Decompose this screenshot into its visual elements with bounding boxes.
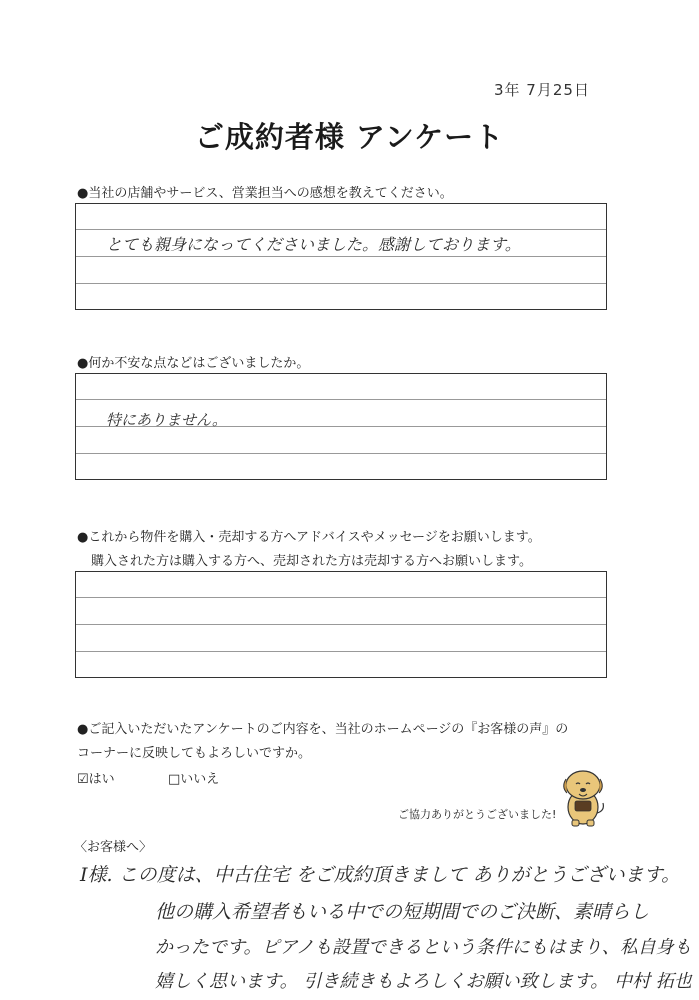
thanks-message: ご協力ありがとうございました! (398, 808, 557, 821)
question-4-line2: コーナーに反映してもよろしいですか。 (77, 746, 312, 761)
customer-message-line: 他の購入希望者もいる中での短期間でのご決断、素晴らし (155, 901, 650, 923)
ruled-line (76, 283, 606, 284)
ruled-line (76, 256, 606, 257)
answer-box-2 (75, 373, 607, 480)
question-3-subtext: 購入された方は購入する方へ、売却された方は売却する方へお願いします。 (91, 554, 532, 569)
checkbox-no[interactable]: □いいえ (168, 772, 220, 787)
question-3: ●これから物件を購入・売却する方へアドバイスやメッセージをお願いします。 (77, 530, 541, 545)
ruled-line (76, 229, 606, 230)
answer-box-3 (75, 571, 607, 678)
customer-message-line: 嬉しく思います。 引き続きもよろしくお願い致します。 中村 拓也 (155, 971, 692, 992)
customer-message-line: I様. この度は、中古住宅 をご成約頂きまして ありがとうございます。 (80, 864, 681, 886)
date-label: 3年 7月25日 (494, 81, 590, 99)
customer-message-line: かったです。ピアノも設置できるという条件にもはまり、私自身も (155, 937, 692, 958)
answer-2-text: 特にありません。 (106, 411, 227, 429)
checkbox-yes[interactable]: ☑はい (77, 772, 115, 787)
answer-box-1 (75, 203, 607, 310)
question-2: ●何か不安な点などはございましたか。 (77, 356, 310, 371)
dog-mascot-icon (557, 765, 609, 827)
question-1: ●当社の店舗やサービス、営業担当への感想を教えてください。 (77, 186, 453, 201)
question-4: ●ご記入いただいたアンケートのご内容を、当社のホームページの『お客様の声』の (77, 722, 569, 737)
ruled-line (76, 597, 606, 598)
ruled-line (76, 651, 606, 652)
answer-1-text: とても親身になってくださいました。感謝しております。 (106, 235, 521, 254)
customer-section-label: 〈お客様へ〉 (74, 840, 153, 855)
page-title: ご成約者様 アンケート (194, 120, 505, 154)
ruled-line (76, 453, 606, 454)
ruled-line (76, 624, 606, 625)
ruled-line (76, 399, 606, 400)
